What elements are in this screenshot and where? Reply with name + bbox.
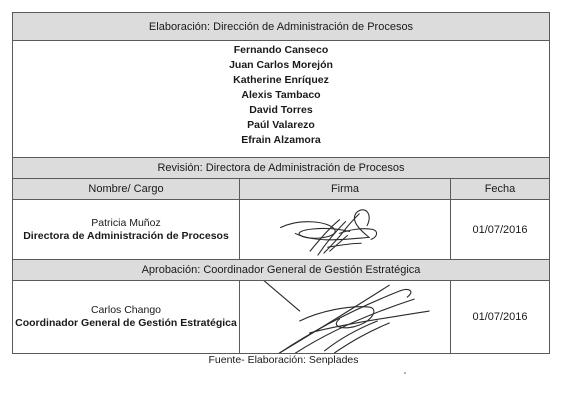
list-item: Paúl Valarezo	[247, 119, 315, 131]
elaboration-header	[13, 13, 549, 41]
list-item: David Torres	[249, 104, 313, 116]
approval-table	[12, 12, 550, 354]
table-row	[13, 281, 549, 353]
list-item: Juan Carlos Morejón	[229, 59, 333, 71]
table-row	[13, 200, 549, 260]
approval-person-name: Carlos Chango	[90, 304, 162, 316]
approval-header-label: Aprobación: Coordinador General de Gestión Estratégica	[141, 264, 421, 276]
revision-date: 01/07/2016	[472, 223, 528, 236]
column-header-name-role: Nombre/ Cargo	[13, 179, 240, 199]
list-item: Efrain Alzamora	[241, 134, 321, 146]
source-caption: Fuente- Elaboración: Senplades	[208, 354, 359, 366]
revision-header	[13, 158, 549, 179]
list-item: Fernando Canseco	[233, 44, 329, 56]
elaboration-header-label: Elaboración: Dirección de Administración de Procesos	[148, 20, 414, 33]
approval-signature-cell	[240, 281, 451, 353]
handwritten-signature	[240, 281, 450, 353]
column-header-row	[13, 179, 549, 200]
list-item: Alexis Tambaco	[241, 89, 321, 101]
scan-speck	[404, 372, 406, 374]
list-item: Katherine Enríquez	[233, 74, 329, 86]
approval-person-role: Coordinador General de Gestión Estratégica	[15, 317, 237, 329]
revision-person-role: Directora de Administración de Procesos	[23, 229, 229, 242]
approval-person-cell	[13, 281, 240, 353]
revision-person-cell	[13, 200, 240, 259]
revision-header-label: Revisión: Directora de Administración de Procesos	[157, 162, 405, 174]
approval-date: 01/07/2016	[472, 311, 528, 323]
revision-person-name: Patricia Muñoz	[91, 216, 161, 229]
approval-header	[13, 260, 549, 281]
handwritten-signature	[240, 200, 450, 259]
elaboration-names-list	[13, 41, 549, 158]
column-header-date: Fecha	[484, 183, 516, 195]
column-header-signature: Firma	[240, 179, 451, 199]
revision-signature-cell	[240, 200, 451, 259]
